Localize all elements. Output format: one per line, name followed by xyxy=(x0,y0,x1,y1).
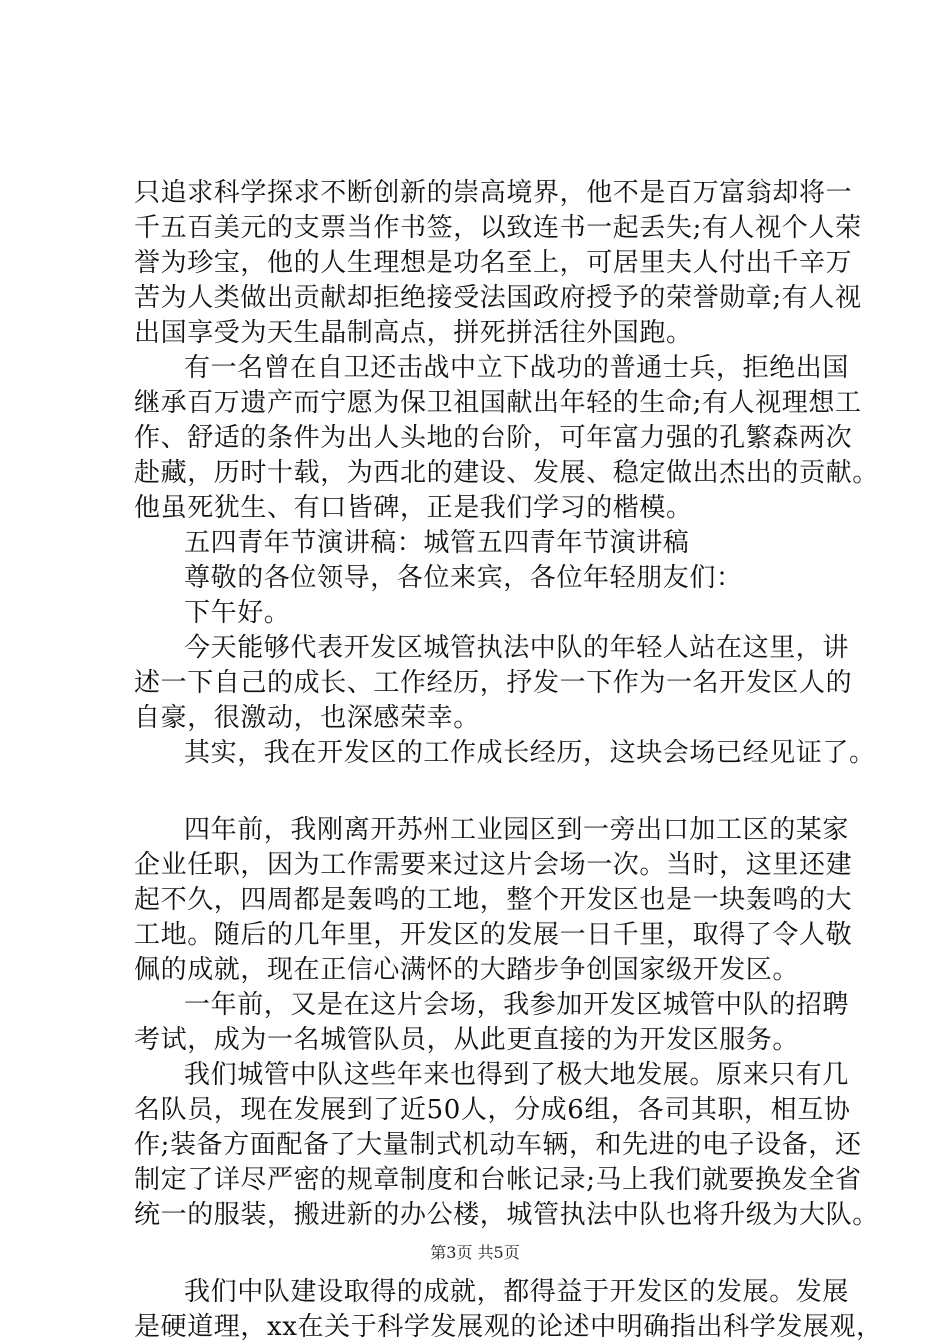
page-footer: 第3页 共5页 xyxy=(430,1243,520,1262)
text-line: 统一的服装，搬进新的办公楼，城管执法中队也将升级为大队。 xyxy=(134,1200,879,1230)
greeting: 下午好。 xyxy=(184,598,291,628)
text-line: 名队员，现在发展到了近50人，分成6组，各司其职，相互协 xyxy=(134,1095,851,1125)
paragraph-first-line: 有一名曾在自卫还击战中立下战功的普通士兵，拒绝出国 xyxy=(184,353,850,383)
text-line: 只追求科学探求不断创新的崇高境界，他不是百万富翁却将一 xyxy=(134,178,853,208)
text-line: 赴藏，历时十载，为西北的建设、发展、稳定做出杰出的贡献。 xyxy=(134,458,879,488)
text-line: 誉为珍宝，他的人生理想是功名至上，可居里夫人付出千辛万 xyxy=(134,248,853,278)
text-line: 作;装备方面配备了大量制式机动车辆，和先进的电子设备，还 xyxy=(134,1130,862,1160)
paragraph-first-line: 一年前，又是在这片会场，我参加开发区城管中队的招聘 xyxy=(184,990,850,1020)
text-line: 考试，成为一名城管队员，从此更直接的为开发区服务。 xyxy=(134,1025,800,1055)
text-line: 佩的成就，现在正信心满怀的大踏步争创国家级开发区。 xyxy=(134,955,800,985)
text-line: 起不久，四周都是轰鸣的工地，整个开发区也是一块轰鸣的大 xyxy=(134,885,853,915)
text-line: 他虽死犹生、有口皆碑，正是我们学习的楷模。 xyxy=(134,493,693,523)
text-line: 述一下自己的成长、工作经历，抒发一下作为一名开发区人的 xyxy=(134,668,853,698)
text-line: 苦为人类做出贡献却拒绝接受法国政府授予的荣誉勋章;有人视 xyxy=(134,283,862,313)
text-line: 是硬道理，xx在关于科学发展观的论述中明确指出科学发展观， xyxy=(134,1312,883,1342)
paragraph-first-line: 其实，我在开发区的工作成长经历，这块会场已经见证了。 xyxy=(184,738,876,768)
text-line: 作、舒适的条件为出人头地的台阶，可年富力强的孔繁森两次 xyxy=(134,423,853,453)
text-line: 制定了详尽严密的规章制度和台帐记录;马上我们就要换发全省 xyxy=(134,1165,862,1195)
paragraph-first-line: 我们城管中队这些年来也得到了极大地发展。原来只有几 xyxy=(184,1060,850,1090)
paragraph-first-line: 四年前，我刚离开苏州工业园区到一旁出口加工区的某家 xyxy=(184,815,850,845)
text-line: 继承百万遗产而宁愿为保卫祖国献出年轻的生命;有人视理想工 xyxy=(134,388,862,418)
section-title: 五四青年节演讲稿：城管五四青年节演讲稿 xyxy=(184,528,690,558)
paragraph-first-line: 我们中队建设取得的成就，都得益于开发区的发展。发展 xyxy=(184,1277,850,1307)
text-line: 出国享受为天生晶制高点，拼死拼活往外国跑。 xyxy=(134,318,693,348)
text-line: 工地。随后的几年里，开发区的发展一日千里，取得了令人敬 xyxy=(134,920,853,950)
text-line: 千五百美元的支票当作书签，以致连书一起丢失;有人视个人荣 xyxy=(134,213,862,243)
text-line: 企业任职，因为工作需要来过这片会场一次。当时，这里还建 xyxy=(134,850,853,880)
salutation: 尊敬的各位领导，各位来宾，各位年轻朋友们： xyxy=(184,563,743,593)
text-line: 自豪，很激动，也深感荣幸。 xyxy=(134,703,480,733)
paragraph-first-line: 今天能够代表开发区城管执法中队的年轻人站在这里，讲 xyxy=(184,633,850,663)
